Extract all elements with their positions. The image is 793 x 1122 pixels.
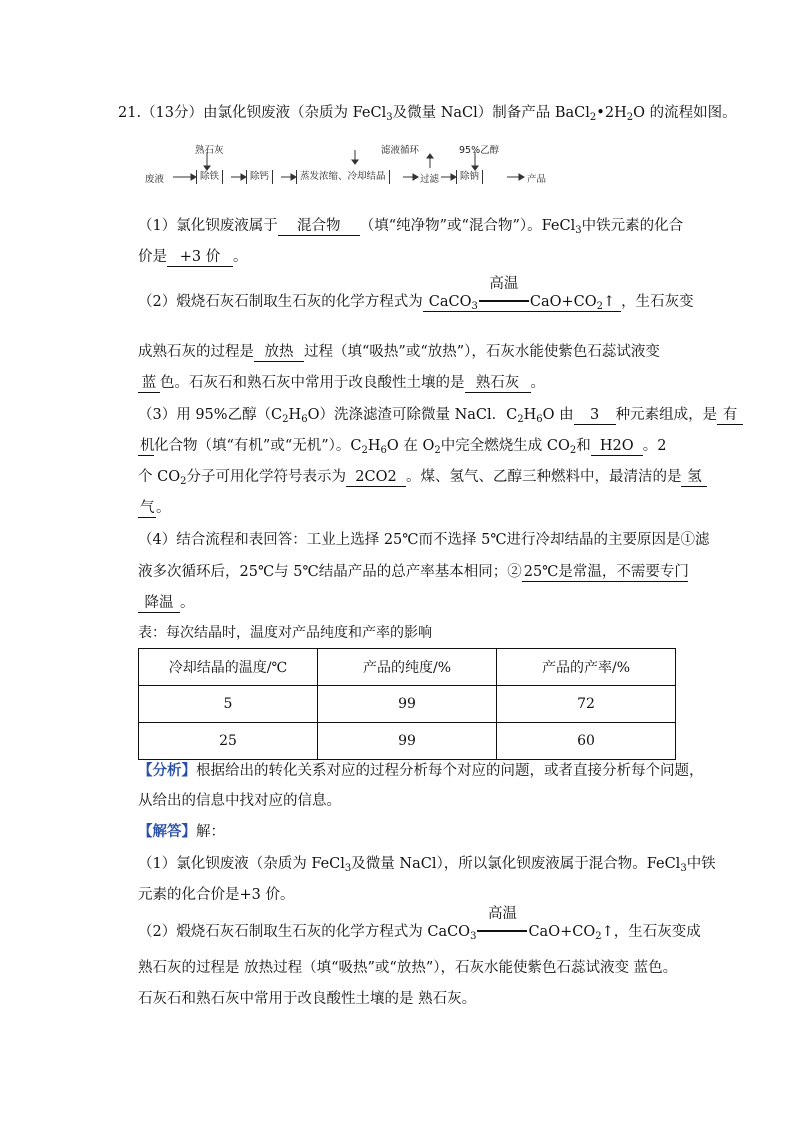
q3-text: H: [523, 407, 537, 423]
sub: 2: [569, 445, 577, 456]
table-row: [139, 686, 676, 723]
sub: 2: [626, 112, 634, 123]
q4-text: 。: [180, 595, 195, 611]
equation-product: CaO+CO: [528, 924, 596, 940]
solution-text: 中铁: [686, 856, 716, 872]
q3-line2: [138, 435, 666, 457]
sub: 6: [301, 414, 308, 425]
q3-line4: [138, 497, 171, 519]
equation-bar: [477, 930, 527, 932]
q4-line3: [138, 592, 195, 614]
q3-text: 化合物（填“有机”或“无机”）。C: [154, 438, 362, 454]
equation-reactant: CaCO: [427, 924, 471, 940]
solution-line2: [138, 884, 294, 906]
table-cell: 99: [318, 723, 497, 760]
question-score: （13分）: [141, 105, 204, 121]
q1-text: 。: [233, 249, 248, 265]
flow-step-box: 除钠: [456, 170, 483, 184]
process-flow-diagram: [145, 140, 575, 192]
q3-text: （3）用 95%乙醇（C: [138, 407, 283, 423]
q3-text: 。煤、氢气、乙醇三种燃料中，最清洁的是: [405, 469, 682, 485]
solution-text: 元素的化合价是+3 价。: [138, 887, 295, 903]
condition-label: 高温: [489, 276, 519, 292]
q3-answer-5: 氢: [681, 468, 707, 487]
q3-answer-3: H2O: [591, 437, 643, 456]
q4-answer: 降温: [138, 594, 180, 613]
equation-bar: [479, 300, 529, 302]
sub: 3: [680, 863, 687, 874]
q3-text: 和: [576, 438, 591, 454]
sub: 3: [575, 225, 582, 236]
solution-text: 及微量 NaCl），所以氯化钡废液属于混合物。FeCl: [351, 856, 681, 872]
sub: 3: [471, 301, 478, 312]
solution-text: （2）煅烧石灰石制取生石灰的化学方程式为: [138, 924, 423, 940]
sub: 3: [470, 931, 477, 942]
q3-line3: [138, 466, 707, 488]
flow-reagent-label: 熟石灰: [195, 145, 224, 156]
sub: 2: [282, 414, 289, 425]
sub: 2: [595, 931, 602, 942]
sub: 2: [589, 112, 597, 123]
q3-text: O 由: [542, 407, 574, 423]
q1-line1: [138, 215, 683, 237]
q1-text: （1）氯化钡废液属于: [138, 218, 278, 234]
solution-header: [138, 821, 225, 843]
sub: 2: [180, 476, 187, 487]
sub: 2: [596, 301, 603, 312]
q2-equation-answer: [423, 276, 621, 312]
sub: 3: [386, 112, 393, 123]
q1-text: 价是: [138, 249, 167, 265]
table-caption: 表：每次结晶时，温度对产品纯度和产率的影响: [138, 625, 432, 641]
flow-step-box: 除钙: [246, 170, 273, 184]
q3-text: O 在 O: [386, 438, 435, 454]
q1-line2: [138, 246, 248, 268]
table-cell: 5: [139, 686, 318, 723]
data-table: [138, 648, 676, 760]
q3-text: H: [288, 407, 302, 423]
question-stem: [118, 102, 737, 124]
table-row: [139, 723, 676, 760]
q3-answer-2: 机: [140, 438, 155, 454]
stem-text: 由氯化钡废液（杂质为 FeCl: [203, 105, 387, 121]
flow-input-label: 废液: [145, 174, 165, 185]
table-header: 冷却结晶的温度/℃: [139, 649, 318, 686]
solution-text: ，生石灰变成: [613, 924, 701, 940]
sub: 6: [536, 414, 543, 425]
solution-line4: [138, 957, 677, 979]
analysis-line1: [138, 760, 704, 782]
solution-line5: [138, 988, 476, 1010]
q2-text: 过程（填“吸热”或“放热”），石灰水能使紫色石蕊试液变: [304, 344, 660, 360]
flow-filter-label: 过滤: [420, 174, 440, 185]
equation-condition: [476, 906, 528, 943]
q3-text: 个 CO: [138, 469, 181, 485]
equation-condition: [478, 276, 530, 311]
q3-text: 。: [156, 500, 171, 516]
solution-text: 石灰石和熟石灰中常用于改良酸性土壤的是 熟石灰。: [138, 991, 477, 1007]
table-cell: 99: [318, 686, 497, 723]
sub: 2: [517, 414, 524, 425]
analysis-tag: 【分析】: [138, 762, 196, 779]
q3-text: H: [367, 438, 381, 454]
solution-text: （1）氯化钡废液（杂质为 FeCl: [138, 856, 345, 872]
gas-arrow: ↑: [602, 294, 616, 310]
table-header-row: [139, 649, 676, 686]
q2-answer-2: 放热: [254, 343, 304, 362]
sub: 3: [344, 863, 352, 874]
q1-text: （填“纯净物”或“混合物”）。FeCl: [359, 218, 576, 234]
q3-answer-1: 3: [574, 406, 616, 425]
solution-line1: [138, 853, 716, 875]
q3-text: 中完全燃烧生成 CO: [440, 438, 570, 454]
flow-step-box: 除铁: [196, 170, 223, 184]
q3-text: O）洗涤滤渣可除微量 NaCl．C: [307, 407, 518, 423]
solution-line3: [138, 906, 701, 943]
sub: 6: [380, 445, 387, 456]
table-header: 产品的产率/%: [497, 649, 676, 686]
q3-answer-5: 气: [140, 500, 155, 516]
flow-reagent-label: 95%乙醇: [459, 145, 500, 156]
q2-answer-4: 熟石灰: [465, 374, 531, 393]
condition-label: 高温: [487, 906, 517, 922]
q4-line1: [138, 529, 710, 551]
q3-text: 分子可用化学符号表示为: [186, 469, 346, 485]
solution-text: 熟石灰的过程是 放热过程（填“吸热”或“放热”），石灰水能使紫色石蕊试液变 蓝色。: [138, 960, 678, 976]
gas-arrow: ↑: [601, 924, 614, 940]
q1-text: 中铁元素的化合: [581, 218, 684, 234]
analysis-text: 根据给出的转化关系对应的过程分析每个对应的问题，或者直接分析每个问题，: [196, 763, 704, 779]
flow-step-box: 蒸发浓缩、冷却结晶: [296, 170, 390, 184]
q2-text: 色。石灰石和熟石灰中常用于改良酸性土壤的是: [160, 375, 465, 391]
analysis-line2: [138, 790, 341, 812]
q4-text: 液多次循环后，25℃与 5℃结晶产品的总产率基本相同；②: [138, 564, 522, 580]
q3-answer-2: 有: [717, 406, 743, 425]
equation-product: CaO+CO: [529, 294, 597, 310]
q2-text: 成熟石灰的过程是: [138, 344, 254, 360]
sub: 2: [361, 445, 368, 456]
q2-answer-3: 蓝: [138, 374, 160, 393]
q3-line1: [138, 404, 743, 426]
flow-output-label: 产品: [527, 174, 547, 185]
q2-line1: [138, 276, 694, 313]
table-header: 产品的纯度/%: [318, 649, 497, 686]
q2-text: （2）煅烧石灰石制取生石灰的化学方程式为: [138, 294, 423, 310]
table-cell: 72: [497, 686, 676, 723]
analysis-text: 从给出的信息中找对应的信息。: [138, 793, 341, 809]
q3-answer-4: 2CO2: [346, 468, 406, 487]
stem-text: 及微量 NaCl）制备产品 BaCl: [392, 105, 590, 121]
q3-text: 。2: [642, 438, 667, 454]
solution-tag: 【解答】: [138, 823, 196, 840]
sub: 2: [434, 445, 441, 456]
stem-text: O 的流程如图。: [633, 105, 737, 121]
q2-text: ，生石灰变: [621, 294, 694, 310]
q3-text: 种元素组成，是: [615, 407, 718, 423]
equation-reactant: CaCO: [428, 294, 472, 310]
question-number: 21.: [118, 105, 142, 121]
table-cell: 25: [139, 723, 318, 760]
q4-line2: [138, 561, 688, 583]
q2-line3: [138, 372, 545, 394]
q1-answer-2: +3 价: [167, 248, 233, 267]
q4-answer: 25℃是常温，不需要专门: [523, 564, 689, 580]
q2-line2: [138, 341, 660, 363]
q2-text: 。: [530, 375, 545, 391]
solution-text: 解：: [196, 824, 225, 840]
table-cell: 60: [497, 723, 676, 760]
q4-text: （4）结合流程和表回答：工业上选择 25℃而不选择 5℃进行冷却结晶的主要原因是①滤: [138, 532, 710, 548]
stem-text: •2H: [596, 105, 627, 121]
flow-recycle-label: 滤液循环: [381, 145, 420, 156]
q1-answer-1: 混合物: [278, 217, 360, 236]
